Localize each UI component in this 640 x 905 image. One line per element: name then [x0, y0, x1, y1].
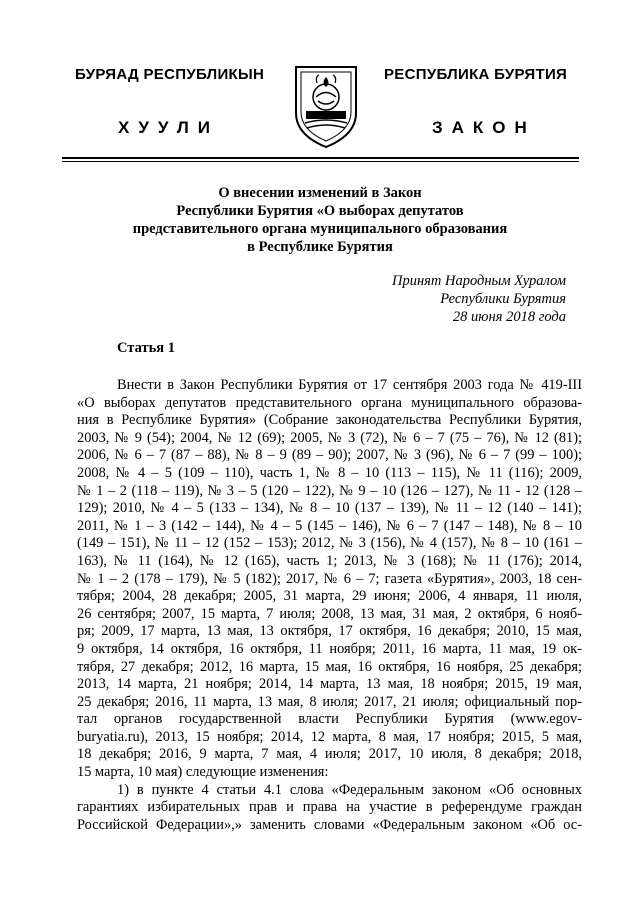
title-line: О внесении изменений в Закон [218, 185, 422, 201]
coat-of-arms-icon [291, 63, 361, 149]
body-line: 1) в пункте 4 статьи 4.1 слова «Федеральным законом «Об основных [117, 781, 582, 798]
adoption-line: Принят Народным Хуралом [391, 273, 566, 289]
title-line: Республики Бурятия «О выборах депутатов [176, 203, 464, 219]
title-line: в Республике Бурятия [247, 239, 393, 255]
body-line: 25 декабря; 2016, 11 марта, 13 мая, 8 июля; 2017, 21 июля; официальный пор- [77, 693, 582, 710]
adoption-date: 28 июня 2018 года [452, 309, 566, 325]
header-right-title: РЕСПУБЛИКА БУРЯТИЯ [384, 66, 568, 83]
body-line: Российской Федерации»,» заменить словами «Федеральным законом «Об ос- [77, 816, 582, 833]
adoption-line: Республики Бурятия [440, 291, 566, 307]
header-left-title: БУРЯАД РЕСПУБЛИКЫН [75, 66, 265, 83]
body-line: ния в Республике Бурятия» (Собрание законодательства Республики Бурятия, [77, 412, 582, 429]
header-left-subtitle: ХУУЛИ [118, 118, 219, 137]
body-line: 2013, 14 марта, 21 ноября; 2014, 14 марта, 13 мая, 18 ноября; 2015, 19 мая, [77, 676, 582, 693]
body-line: 2003, № 9 (54); 2004, № 12 (69); 2005, № 3 (72), № 6 – 7 (75 – 76), № 12 (81); [77, 429, 582, 446]
body-line: 2011, № 1 – 3 (142 – 144), № 4 – 5 (145 – 146), № 6 – 7 (147 – 148), № 8 – 10 [77, 517, 582, 534]
body-line: 15 марта, 10 мая) следующие изменения: [77, 764, 329, 781]
body-line: 129); 2010, № 4 – 5 (133 – 134), № 8 – 10 (137 – 139), № 11 – 12 (140 – 141); [77, 500, 582, 517]
body-line: ря; 2009, 17 марта, 13 мая, 13 октября, 17 октября, 16 декабря; 2010, 15 мая, [77, 623, 582, 640]
body-line: buryatia.ru), 2013, 15 ноября; 2014, 12 марта, 8 мая, 17 ноября; 2015, 5 мая, [77, 728, 582, 745]
body-line: 163), № 11 (164), № 12 (165), часть 1; 2013, № 3 (168); № 11 (176); 2014, [77, 552, 582, 569]
body-line: тября, 27 декабря; 2012, 16 марта, 15 мая, 16 октября, 16 ноября, 25 декабря; [77, 658, 582, 675]
body-line: гарантиях избирательных прав и права на участие в референдуме граждан [77, 799, 582, 816]
body-line: Внести в Закон Республики Бурятия от 17 сентября 2003 года № 419-III [117, 377, 582, 393]
body-line: 2006, № 6 – 7 (87 – 88), № 8 – 9 (89 – 90); 2007, № 3 (96), № 6 – 7 (99 – 100); [77, 447, 582, 464]
body-line: № 1 – 2 (178 – 179), № 5 (182); 2017, № 6 – 7; газета «Бурятия», 2003, 18 сен- [77, 570, 582, 587]
article-heading: Статья 1 [117, 340, 175, 356]
article-body [77, 377, 582, 834]
body-line: 26 сентября; 2007, 15 марта, 7 июля; 2008, 13 мая, 31 мая, 2 октября, 6 нояб- [77, 605, 582, 622]
header-divider [62, 157, 579, 159]
body-line: тября; 2004, 28 декабря; 2005, 31 марта, 29 июня; 2006, 4 января, 11 июля, [77, 588, 582, 605]
title-line: представительного органа муниципального образования [132, 221, 508, 237]
header-divider-thin [62, 161, 579, 162]
body-line: «О выборах депутатов представительного органа муниципального образова- [77, 394, 582, 411]
header-right-subtitle: ЗАКОН [432, 118, 536, 137]
document-title [100, 184, 540, 256]
body-line: 2008, № 4 – 5 (109 – 110), часть 1, № 8 – 10 (113 – 115), № 11 (116); 2009, [77, 464, 582, 481]
body-line: 18 декабря; 2016, 9 марта, 7 мая, 4 июля; 2017, 10 июля, 8 декабря; 2018, [77, 746, 582, 763]
body-line: тал органов государственной власти Республики Бурятия (www.egov- [77, 711, 582, 728]
body-line: (149 – 151), № 11 – 12 (152 – 153); 2012, № 3 (156), № 4 (157), № 8 – 10 (161 – [77, 535, 582, 552]
body-line: 9 октября, 14 октября, 16 октября, 11 ноября; 2011, 16 марта, 11 мая, 19 ок- [77, 640, 582, 657]
body-line: № 1 – 2 (118 – 119), № 3 – 5 (120 – 122), № 9 – 10 (126 – 127), № 11 - 12 (128 – [77, 482, 582, 499]
adoption-note [392, 272, 566, 326]
